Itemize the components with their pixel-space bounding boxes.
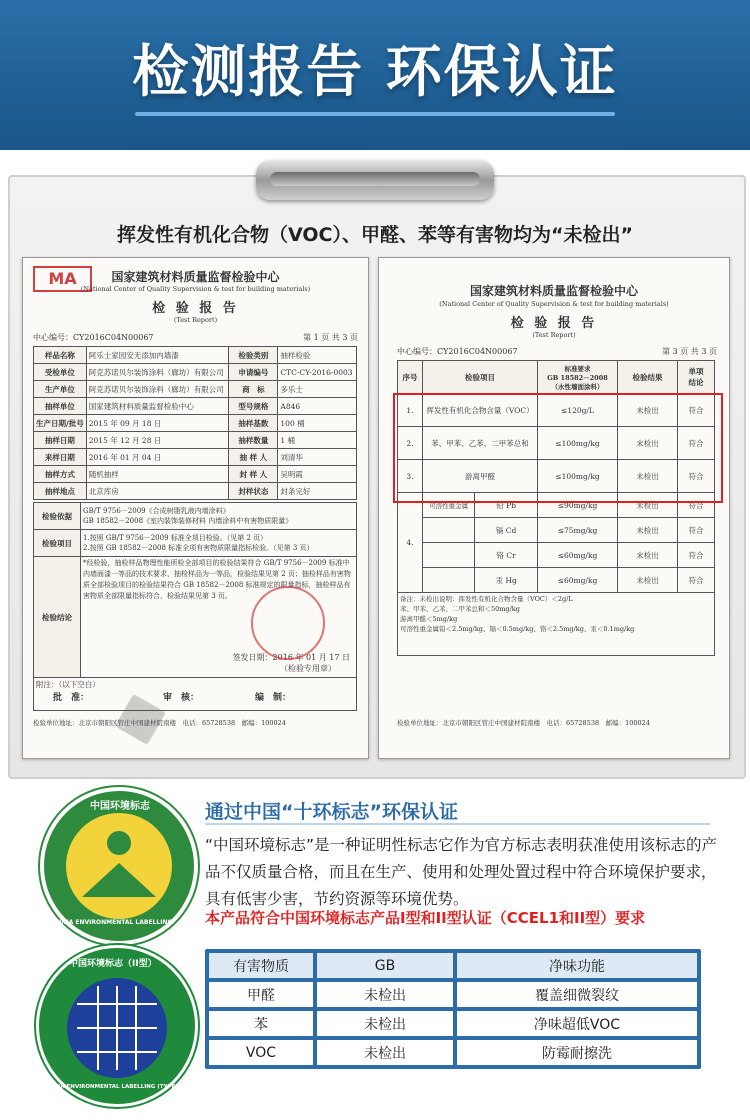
clipboard-clip: [256, 160, 494, 200]
heavy-metal-name: 铬 Cr: [474, 543, 537, 567]
table-cell: 符合: [678, 493, 715, 518]
table-cell: 阿克苏诺贝尔装饰涂料（廊坊）有限公司: [86, 364, 229, 381]
cert-paragraph: “中国环境标志”是一种证明性标志它作为官方标志表明获准使用该标志的产品不仅质量合格，而且在生产、使用和处理处置过程中符合环境保护要求，具有低害少害，节约资源等环境优势。: [205, 836, 718, 908]
center-name-en: (National Center of Quality Supervision & test for building materials): [439, 300, 669, 308]
table-row: [398, 568, 715, 593]
table-cell: 游离甲醛: [423, 460, 538, 493]
heavy-metal-name: 汞 Hg: [474, 568, 537, 592]
basis-label: 检验依据: [34, 503, 81, 530]
table-cell: 抽 样 人: [229, 449, 278, 466]
table-cell: VOC: [209, 1040, 313, 1065]
table-cell: ≤120g/L: [538, 394, 618, 427]
table-cell: 来样日期: [34, 449, 87, 466]
table-cell: 封样状态: [229, 483, 278, 500]
approve-label: 批 准：: [53, 693, 90, 703]
table-cell: 抽样方式: [34, 466, 87, 483]
table-cell: 型号规格: [229, 398, 278, 415]
conclusion-text: *经检验，抽检样品物理性能所检全部项目的检验结果符合 GB/T 9756－2009 标准中内墙面漆一等品的技术要求，抽检样品为一等品，检验结果见第 2 页；抽检样品有害物质全部检验项目的检验结果符合 GB 18582－2008 标准规定的限量指标，抽检样品有害物质全部限量指标符合，检验结果见第 3 页。: [83, 559, 351, 600]
table-cell: 未检出: [618, 427, 678, 460]
table-row: [398, 518, 715, 543]
table-row: [209, 1040, 697, 1065]
logo1-bottom-text: CHINA ENVIRONMENTAL LABELLING: [52, 919, 173, 926]
watermark: ⬛: [113, 691, 170, 749]
table-cell: ≤100mg/kg: [538, 460, 618, 493]
report-footer: 检验单位地址：北京市朝阳区管庄中国建材院南楼 电话：65728538 邮编：100024: [33, 719, 286, 727]
voc-headline: 挥发性有机化合物（VOC）、甲醛、苯等有害物均为“未检出”: [117, 224, 633, 246]
table-cell: 抽样基数: [229, 415, 278, 432]
header-banner: [0, 0, 750, 150]
china-environmental-label-logo: [40, 787, 198, 945]
table-cell: 多乐士: [278, 381, 357, 398]
center-name-en: (National Center of Quality Supervision & test for building materials): [80, 285, 311, 293]
col-header-hazard: 有害物质: [209, 953, 313, 978]
table-cell: 阿乐士家园安无添加内墙漆: [86, 347, 229, 364]
table-cell: ≤100mg/kg: [538, 427, 618, 460]
remark: 附注：（以下空白）: [34, 678, 357, 711]
table-row: [34, 347, 357, 364]
table-cell: 吴明霞: [278, 466, 357, 483]
table-cell: 苯、甲苯、乙苯、二甲苯总和: [423, 427, 538, 460]
table-cell: ≤60mg/kg: [538, 568, 618, 593]
table-cell: CTC-CY-2016-0003: [278, 364, 357, 381]
logo2-top-text: 中国环境标志（II型）: [69, 959, 157, 969]
ma-certification-mark: MA: [33, 266, 92, 292]
table-cell: 抽样检验: [278, 347, 357, 364]
table-cell: 抽样数量: [229, 432, 278, 449]
table-cell: 符合: [678, 460, 715, 493]
table-cell: 覆盖细微裂纹: [457, 982, 697, 1007]
table-row: [34, 415, 357, 432]
report-title: 检 验 报 告: [152, 301, 239, 316]
page-title: 检测报告 环保认证: [132, 40, 618, 105]
issue-date: 签发日期：2016 年 01 月 17 日: [232, 653, 350, 662]
table-cell: 1 桶: [278, 432, 357, 449]
heavy-metal-number: 4.: [398, 493, 423, 593]
table-cell: ≤60mg/kg: [538, 543, 618, 568]
highlight-box: [393, 393, 723, 503]
table-cell: 受检单位: [34, 364, 87, 381]
cert-heading: 通过中国“十环标志”环保认证: [205, 801, 458, 823]
col-header-gb: GB: [317, 953, 453, 978]
col-header-odor: 净味功能: [457, 953, 697, 978]
table-cell: 商 标: [229, 381, 278, 398]
sample-info-table: [33, 346, 357, 500]
table-cell: ≤75mg/kg: [538, 518, 618, 543]
table-cell: 未检出: [618, 543, 678, 568]
edit-label: 编 制：: [255, 693, 292, 703]
table-cell: A846: [278, 398, 357, 415]
logo2-bottom-text: CHINA ENVIRONMENTAL LABELLING (TYPEII): [45, 1084, 182, 1090]
table-cell: 抽样单位: [34, 398, 87, 415]
review-label: 审 核：: [163, 693, 200, 703]
table-cell: 甲醛: [209, 982, 313, 1007]
table-cell: 符合: [678, 518, 715, 543]
table-cell: 检验类别: [229, 347, 278, 364]
seal-text: （检验专用章）: [280, 664, 336, 673]
table-cell: 苯: [209, 1011, 313, 1036]
table-row: [34, 398, 357, 415]
table-cell: 2016 年 01 月 04 日: [86, 449, 229, 466]
title-underline: [135, 112, 615, 116]
table-cell: 样品名称: [34, 347, 87, 364]
table-row: [34, 432, 357, 449]
table-cell: 未检出: [618, 394, 678, 427]
table-cell: 生产日期/批号: [34, 415, 87, 432]
table-row: [34, 381, 357, 398]
center-name-cn: 国家建筑材料质量监督检验中心: [111, 270, 280, 284]
table-cell: 2015 年 09 月 18 日: [86, 415, 229, 432]
table-row: [34, 364, 357, 381]
table-cell: 未检出: [618, 493, 678, 518]
cert-divider: [205, 823, 710, 825]
report-footer: 检验单位地址：北京市朝阳区管庄中国建材院南楼 电话：65728538 邮编：100024: [397, 719, 650, 727]
china-environmental-label-type2-logo: [36, 945, 198, 1107]
table-cell: 抽样日期: [34, 432, 87, 449]
table-cell: 未检出: [618, 460, 678, 493]
heavy-metal-label: 可溶性重金属: [429, 501, 469, 510]
table-cell: 生产单位: [34, 381, 87, 398]
table-row: [34, 483, 357, 500]
table-cell: 未检出: [317, 1011, 453, 1036]
table-cell: 挥发性有机化合物含量（VOC）: [423, 394, 538, 427]
heavy-metal-cell: [423, 543, 538, 568]
table-cell: 净味超低VOC: [457, 1011, 697, 1036]
table-cell: 申请编号: [229, 364, 278, 381]
table-cell: 未检出: [317, 982, 453, 1007]
center-number: 中心编号：CY2016C04N00067: [33, 333, 154, 342]
table-row: [34, 449, 357, 466]
table-cell: 符合: [678, 394, 715, 427]
table-cell: ≤90mg/kg: [538, 493, 618, 518]
conclusion-label: 检验结论: [34, 557, 81, 678]
hazard-results-table: 序号 检验项目 标准要求 GB 18582－2008 （水性墙面涂料） 检验结果 单项 结论 1. 挥发性有机化合物含量（VOC） ≤120g/L 未检出 符合 2. 苯、甲苯、乙苯、二甲苯总和 ≤100mg/kg 未检出 符合 3. 游离甲醛 ≤100mg/kg 未检出 符合 4. 可溶性重金属 铅 Pb ≤90mg/kg 未检出 符合 镉 Cd ≤75mg/kg 未检出 符合 铬 Cr ≤60mg/kg 未检出 符合 汞 Hg ≤60mg/kg 未检出 符合 备注：未检出说明：挥发性有机化合物含量（VOC）＜2g/L 苯、甲苯、乙苯、二甲苯总和＜50mg/kg 游离甲醛＜5mg/kg 可溶性重金属铅＜2.5mg/kg、镉＜0.5mg/kg、铬＜2.5mg/kg、汞＜0.1mg/kg: [397, 360, 715, 656]
table-cell: 防霉耐擦洗: [457, 1040, 697, 1065]
test-report-page-3: [378, 257, 730, 759]
table-cell: 阿克苏诺贝尔装饰涂料（廊坊）有限公司: [86, 381, 229, 398]
report-title-en: (Test Report): [532, 331, 576, 339]
heavy-metal-cell: [423, 518, 538, 543]
items-text: 1.按照 GB/T 9756－2009 标准全项目检验。（见第 2 页） 2.按照 GB 18582－2008 标准全项有害物质限量指标检验。（见第 3 页）: [81, 530, 357, 557]
center-name-cn: 国家建筑材料质量监督检验中心: [469, 284, 638, 298]
cert-requirement: 本产品符合中国环境标志产品I型和II型认证（CCEL1和II型）要求: [205, 909, 646, 927]
table-cell: 符合: [678, 543, 715, 568]
report-note: 备注：未检出说明：挥发性有机化合物含量（VOC）＜2g/L 苯、甲苯、乙苯、二甲苯总和＜50mg/kg 游离甲醛＜5mg/kg 可溶性重金属铅＜2.5mg/kg、镉＜0.5mg/kg、铬＜2.5mg/kg、汞＜0.1mg/kg: [398, 593, 715, 656]
table-cell: 2.: [398, 427, 423, 460]
center-number: 中心编号：CY2016C04N00067: [397, 347, 518, 356]
table-cell: 1.: [398, 394, 423, 427]
heavy-metal-name: 铅 Pb: [474, 493, 537, 517]
table-cell: 抽样地点: [34, 483, 87, 500]
table-row: [209, 1011, 697, 1036]
table-row: [209, 982, 697, 1007]
table-cell: 3.: [398, 460, 423, 493]
heavy-metal-cell: [423, 568, 538, 593]
report-title-en: (Test Report): [173, 316, 218, 324]
basis-text: GB/T 9756－2009《合成树脂乳液内墙涂料》 GB 18582－2008《室内装饰装修材料 内墙涂料中有害物质限量》: [81, 503, 357, 530]
table-cell: 100 桶: [278, 415, 357, 432]
report-title: 检 验 报 告: [510, 316, 598, 331]
table-cell: 未检出: [618, 518, 678, 543]
table-cell: 封条完好: [278, 483, 357, 500]
table-cell: 国家建筑材料质量监督检验中心: [86, 398, 229, 415]
table-row: [34, 466, 357, 483]
table-cell: 随机抽样: [86, 466, 229, 483]
table-cell: 未检出: [618, 568, 678, 593]
table-cell: 符合: [678, 427, 715, 460]
table-cell: 刘清华: [278, 449, 357, 466]
official-seal: [251, 586, 325, 660]
table-cell: 封 样 人: [229, 466, 278, 483]
logo1-top-text: 中国环境标志: [90, 801, 150, 812]
table-cell: 2015 年 12 月 28 日: [86, 432, 229, 449]
table-cell: 北京库房: [86, 483, 229, 500]
heavy-metal-name: 镉 Cd: [474, 518, 537, 542]
table-row: [398, 543, 715, 568]
page-number: 第 3 页 共 3 页: [662, 347, 717, 356]
items-label: 检验项目: [34, 530, 81, 557]
test-report-page-1: [22, 257, 369, 759]
table-cell: 符合: [678, 568, 715, 593]
page-number: 第 1 页 共 3 页: [303, 333, 358, 342]
table-cell: 未检出: [317, 1040, 453, 1065]
hazard-summary-table: [205, 949, 701, 1069]
